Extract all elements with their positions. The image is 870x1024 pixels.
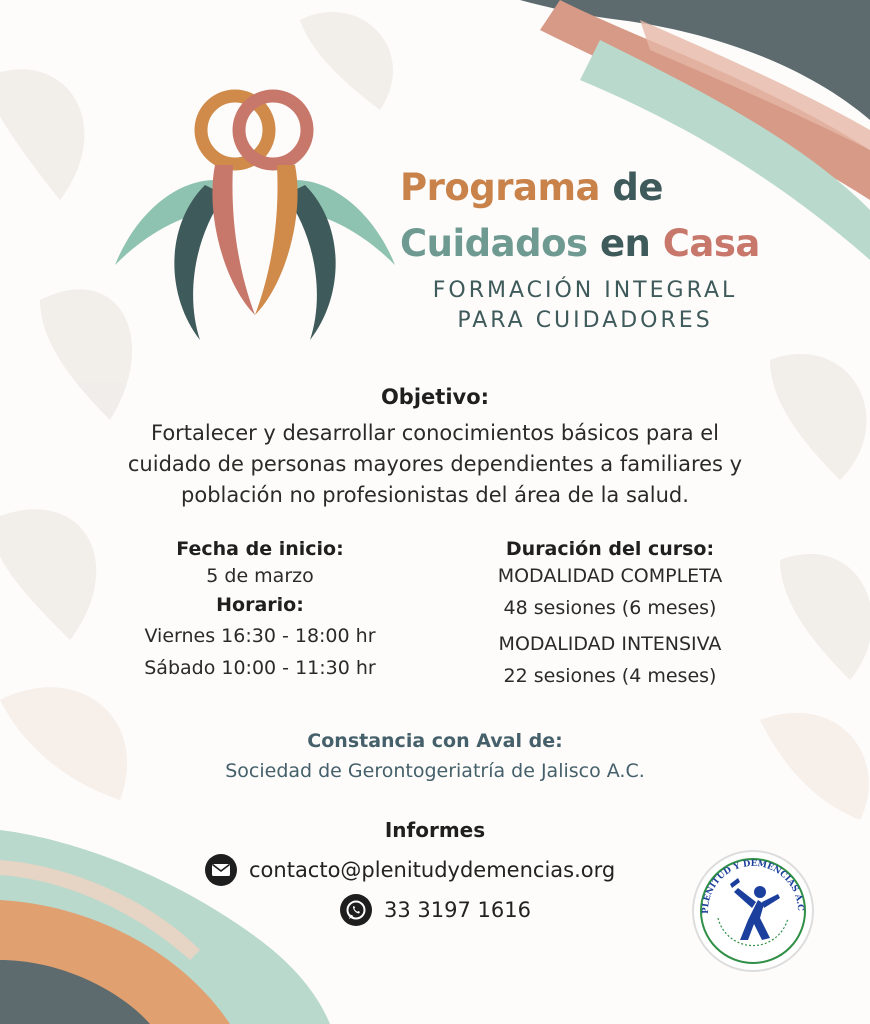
plenitud-seal-logo [690,848,816,974]
start-date-heading: Fecha de inicio: [176,538,344,560]
hours-friday: Viernes 16:30 - 18:00 hr [144,625,376,647]
intensive-mode-sessions: 22 sesiones (4 meses) [503,665,717,687]
contact-heading: Informes [384,818,486,842]
program-title-line1 [400,166,730,209]
objective-text [85,418,785,511]
objective-line2: cuidado de personas mayores dependientes a familiares y [127,452,743,476]
title-word-casa: Casa [662,222,760,265]
seal-top-text: PLENITUD Y DEMENCIAS A.C [700,858,806,914]
title-word-cuidados: Cuidados [400,222,588,265]
duration-column [450,538,770,692]
envelope-icon [205,854,237,886]
subtitle-line1: FORMACIÓN INTEGRAL [432,278,738,303]
title-word-en: en [599,222,651,265]
start-date-value: 5 de marzo [206,565,314,587]
email-address[interactable]: contacto@plenitudydemencias.org [249,858,616,882]
hours-saturday: Sábado 10:00 - 11:30 hr [144,657,376,679]
program-logo [105,85,405,355]
phone-row [340,893,531,927]
duration-heading: Duración del curso: [505,538,715,560]
subtitle-line2: PARA CUIDADORES [457,308,713,333]
program-title-line2 [400,222,780,265]
whatsapp-icon [340,894,372,926]
schedule-column [100,538,420,684]
hours-heading: Horario: [216,594,304,616]
objective-line3: población no profesionistas del área de la salud. [181,483,689,507]
intensive-mode-label: MODALIDAD INTENSIVA [498,633,722,655]
endorsement-organization: Sociedad de Gerontogeriatría de Jalisco A.C. [225,760,645,782]
full-mode-sessions: 48 sesiones (6 meses) [503,597,717,619]
program-subtitle [395,276,775,336]
email-row [205,853,615,887]
full-mode-label: MODALIDAD COMPLETA [497,565,723,587]
phone-number[interactable]: 33 3197 1616 [384,898,531,922]
title-word-de: de [612,166,663,209]
objective-line1: Fortalecer y desarrollar conocimientos básicos para el [150,421,719,445]
objective-heading: Objetivo: [380,385,490,409]
endorsement-heading: Constancia con Aval de: [307,730,563,752]
title-word-programa: Programa [400,166,601,209]
